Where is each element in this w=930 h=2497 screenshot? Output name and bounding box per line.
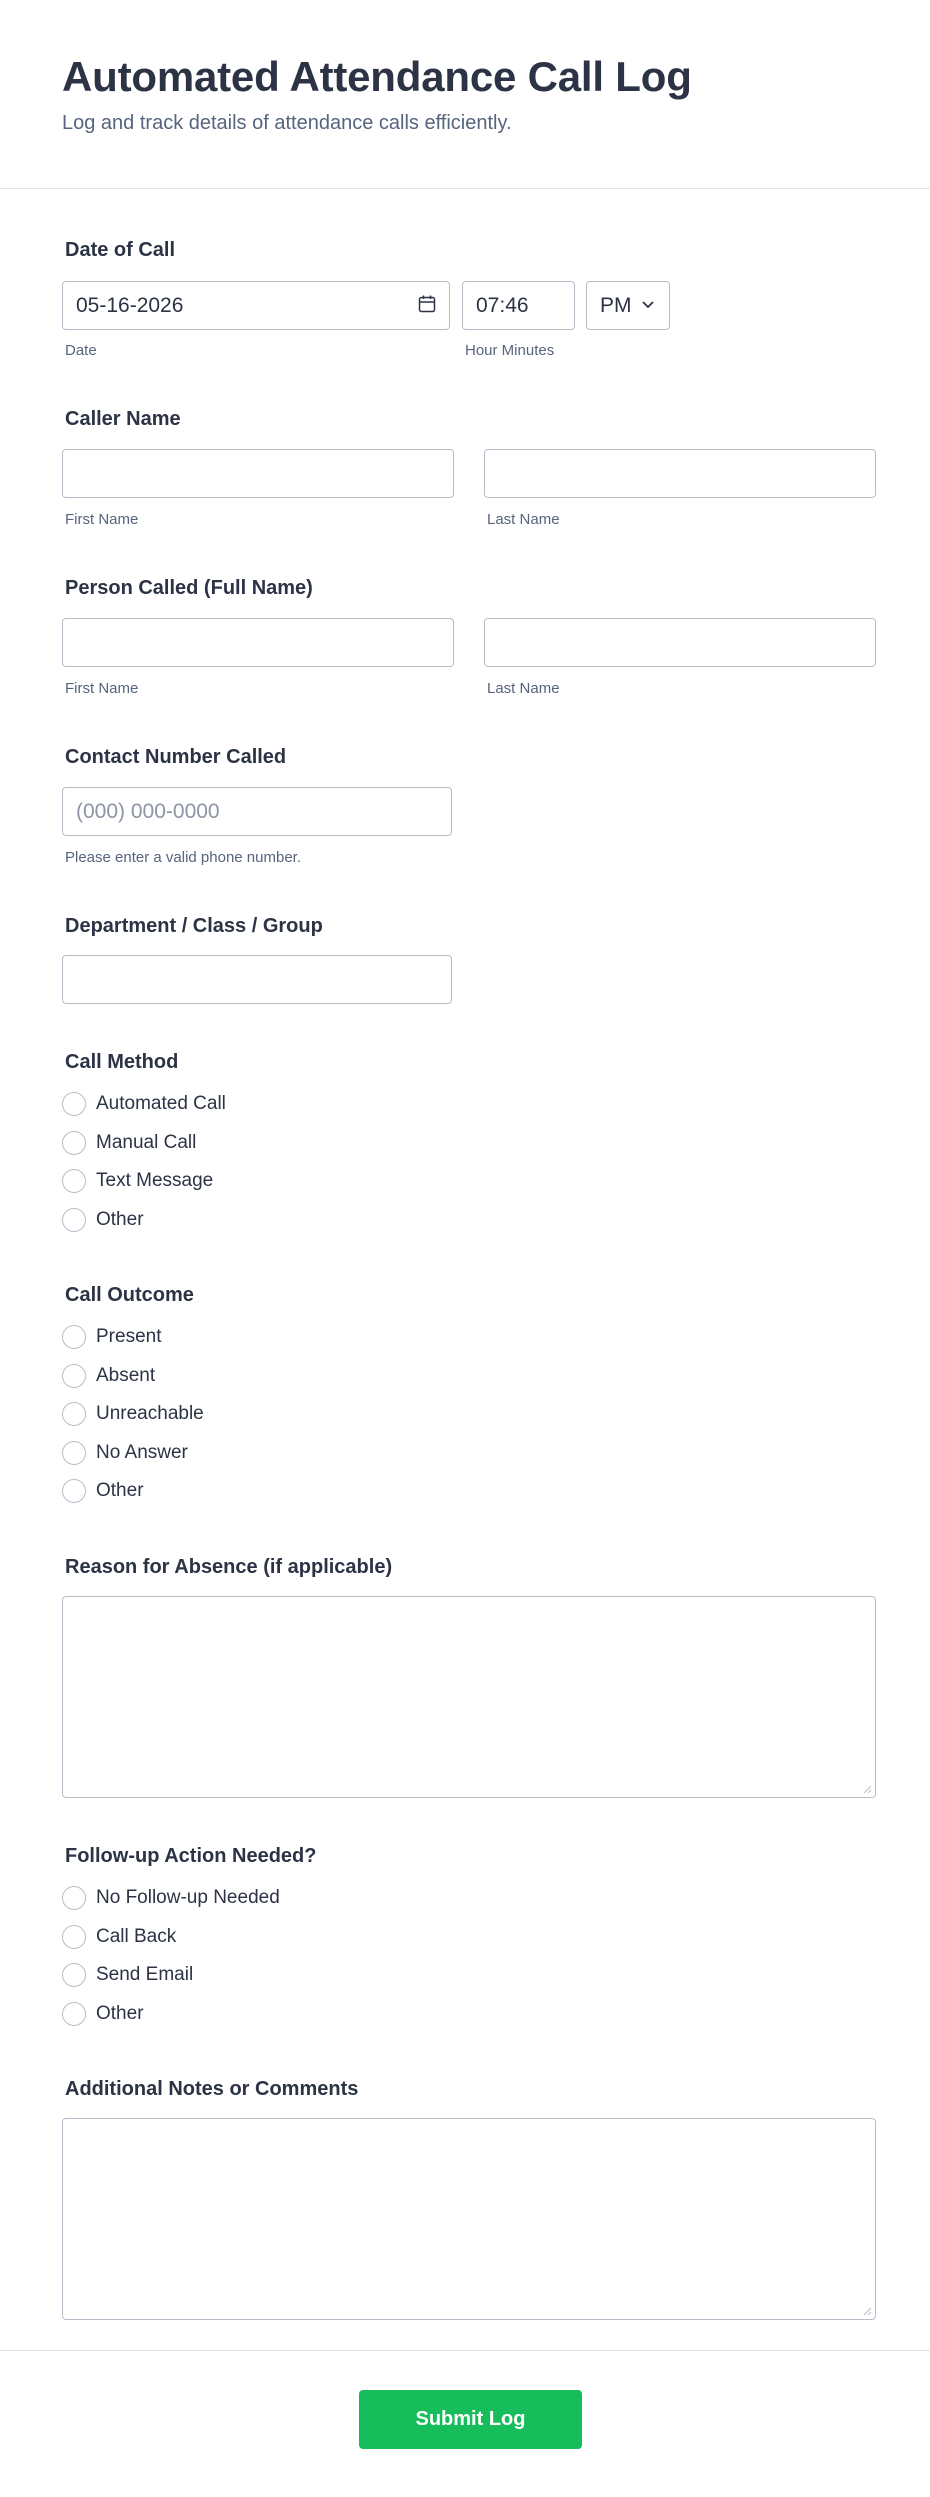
date-input[interactable]: [62, 281, 450, 330]
radio-option[interactable]: [62, 1999, 144, 2029]
person-called-field: [62, 576, 876, 697]
radio-label: Text Message: [96, 1170, 214, 1191]
radio-button[interactable]: [62, 1208, 86, 1232]
phone-sublabel: Please enter a valid phone number.: [65, 849, 301, 866]
form-header: [0, 0, 930, 189]
contact-number-field: [62, 745, 876, 866]
call-outcome-field: [62, 1283, 876, 1501]
radio-button[interactable]: [62, 1441, 86, 1465]
person-first-name-sublabel: First Name: [65, 680, 139, 697]
date-value: 05-16-2026: [76, 294, 184, 317]
radio-button[interactable]: [62, 1169, 86, 1193]
caller-first-name-sublabel: First Name: [65, 511, 139, 528]
radio-option[interactable]: [62, 1361, 155, 1391]
caller-first-name-input[interactable]: [62, 449, 454, 498]
radio-button[interactable]: [62, 1402, 86, 1426]
radio-option[interactable]: [62, 1166, 213, 1196]
radio-label: Present: [96, 1326, 162, 1347]
ampm-select[interactable]: [586, 281, 670, 330]
date-of-call-label: Date of Call: [65, 239, 176, 261]
radio-option[interactable]: [62, 1205, 144, 1235]
calendar-icon[interactable]: [417, 294, 437, 314]
department-label: Department / Class / Group: [65, 915, 323, 937]
radio-label: No Follow-up Needed: [96, 1887, 280, 1908]
radio-label: Call Back: [96, 1926, 177, 1947]
radio-option[interactable]: [62, 1089, 226, 1119]
radio-option[interactable]: [62, 1476, 144, 1506]
department-input[interactable]: [62, 955, 452, 1004]
caller-last-name-sublabel: Last Name: [487, 511, 560, 528]
reason-absence-label: Reason for Absence (if applicable): [65, 1556, 393, 1578]
radio-label: Unreachable: [96, 1403, 204, 1424]
department-field: [62, 914, 876, 938]
radio-option[interactable]: [62, 1883, 280, 1913]
person-called-label: Person Called (Full Name): [65, 577, 313, 599]
caller-name-label: Caller Name: [65, 408, 181, 430]
radio-option[interactable]: [62, 1960, 193, 1990]
radio-label: Absent: [96, 1365, 156, 1386]
radio-button[interactable]: [62, 1886, 86, 1910]
call-method-field: [62, 1050, 876, 1230]
radio-label: Other: [96, 2003, 144, 2024]
caller-last-name-input[interactable]: [484, 449, 876, 498]
date-sublabel: Date: [65, 342, 97, 359]
radio-button[interactable]: [62, 1325, 86, 1349]
radio-label: Automated Call: [96, 1093, 226, 1114]
page-subtitle: Log and track details of attendance calls efficiently.: [62, 112, 512, 134]
contact-number-label: Contact Number Called: [65, 746, 287, 768]
radio-label: No Answer: [96, 1442, 188, 1463]
time-value: 07:46: [476, 294, 529, 317]
radio-button[interactable]: [62, 1092, 86, 1116]
call-method-label: Call Method: [65, 1051, 179, 1073]
radio-label: Manual Call: [96, 1132, 197, 1153]
radio-option[interactable]: [62, 1922, 176, 1952]
radio-button[interactable]: [62, 1364, 86, 1388]
radio-button[interactable]: [62, 2002, 86, 2026]
radio-button[interactable]: [62, 1131, 86, 1155]
reason-absence-field: [62, 1555, 876, 1579]
call-outcome-label: Call Outcome: [65, 1284, 194, 1306]
radio-label: Other: [96, 1209, 144, 1230]
chevron-down-icon: [639, 295, 657, 313]
resize-handle-icon[interactable]: [862, 2306, 872, 2316]
radio-option[interactable]: [62, 1128, 196, 1158]
radio-label: Send Email: [96, 1964, 194, 1985]
date-of-call-field: [62, 238, 876, 359]
radio-button[interactable]: [62, 1963, 86, 1987]
radio-option[interactable]: [62, 1438, 188, 1468]
reason-absence-textarea[interactable]: [62, 1596, 876, 1798]
radio-button[interactable]: [62, 1479, 86, 1503]
time-input[interactable]: [462, 281, 575, 330]
radio-label: Other: [96, 1480, 144, 1501]
form-footer: [0, 2350, 930, 2497]
ampm-value: PM: [600, 294, 632, 317]
submit-button[interactable]: Submit Log: [359, 2390, 582, 2449]
caller-name-field: [62, 407, 876, 528]
phone-placeholder: (000) 000-0000: [76, 800, 220, 823]
phone-input[interactable]: [62, 787, 452, 836]
radio-option[interactable]: [62, 1399, 204, 1429]
additional-notes-field: [62, 2077, 876, 2101]
follow-up-label: Follow-up Action Needed?: [65, 1845, 317, 1867]
follow-up-field: [62, 1844, 876, 2024]
page-title: Automated Attendance Call Log: [62, 53, 692, 100]
person-first-name-input[interactable]: [62, 618, 454, 667]
person-last-name-input[interactable]: [484, 618, 876, 667]
additional-notes-label: Additional Notes or Comments: [65, 2078, 359, 2100]
time-sublabel: Hour Minutes: [465, 342, 555, 359]
resize-handle-icon[interactable]: [862, 1784, 872, 1794]
person-last-name-sublabel: Last Name: [487, 680, 560, 697]
radio-button[interactable]: [62, 1925, 86, 1949]
additional-notes-textarea[interactable]: [62, 2118, 876, 2320]
radio-option[interactable]: [62, 1322, 161, 1352]
